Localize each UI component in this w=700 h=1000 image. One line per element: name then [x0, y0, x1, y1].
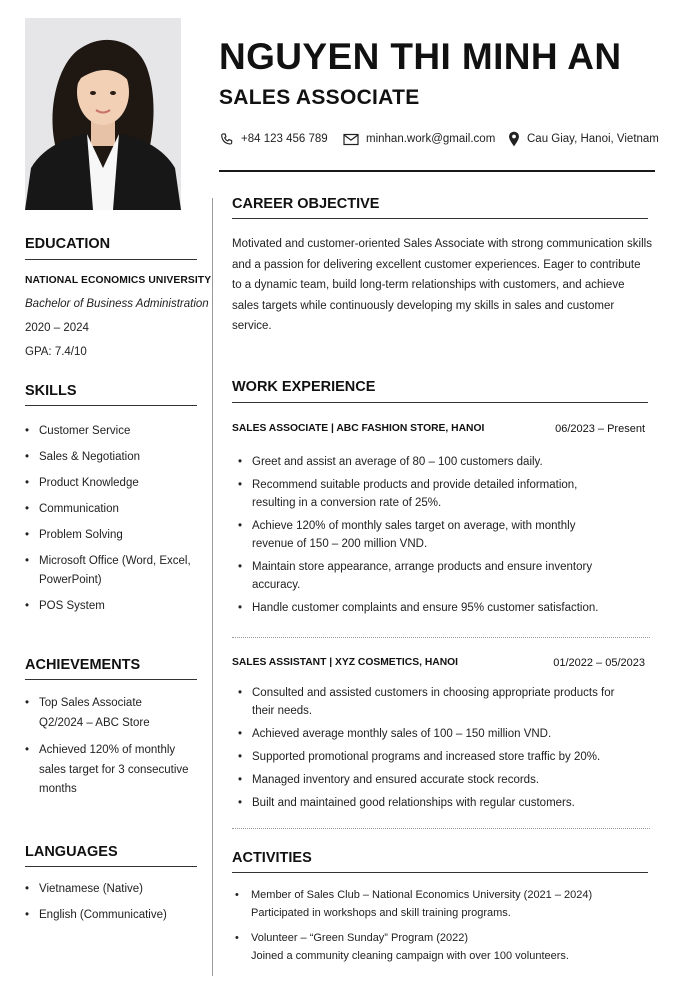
languages-list — [25, 880, 205, 925]
activities-heading: ACTIVITIES — [232, 850, 312, 866]
list-item: • Product Knowledge — [25, 474, 205, 493]
job-separator — [232, 637, 650, 638]
list-item: • Problem Solving — [25, 526, 205, 545]
education-degree: Bachelor of Business Administration — [25, 298, 209, 310]
location-pin-icon — [508, 131, 520, 147]
education-rule — [25, 259, 197, 260]
profile-photo — [25, 18, 181, 210]
list-item: • Maintain store appearance, arrange products and ensure inventory accuracy. — [238, 558, 623, 594]
candidate-title: SALES ASSOCIATE — [219, 86, 420, 109]
list-item: • English (Communicative) — [25, 906, 205, 925]
job-bullets — [238, 684, 638, 812]
objective-text: Motivated and customer-oriented Sales Associate with strong communication skills and a passion for delivering excellent customer experiences. Eager to contribute to a dynamic team, build long-term relationships with customers, and achieve sales targets while continuously developing my skills in sales and customer service. — [232, 238, 652, 332]
achievements-rule — [25, 679, 197, 680]
list-item: • Built and maintained good relationships with regular customers. — [238, 794, 638, 812]
list-item: • Supported promotional programs and increased store traffic by 20%. — [238, 748, 638, 766]
mail-icon — [343, 133, 359, 146]
list-item: • Managed inventory and ensured accurate stock records. — [238, 771, 638, 789]
contact-location — [508, 128, 659, 150]
contact-email — [343, 128, 495, 150]
email-text: minhan.work@gmail.com — [366, 133, 496, 145]
location-text: Cau Giay, Hanoi, Vietnam — [527, 133, 659, 145]
experience-heading: WORK EXPERIENCE — [232, 379, 376, 395]
activity-title: • Member of Sales Club – National Economics University (2021 – 2024) — [251, 889, 593, 901]
list-item: • Achieve 120% of monthly sales target on average, with monthly revenue of 150 – 200 million VND. — [238, 517, 613, 553]
education-university: NATIONAL ECONOMICS UNIVERSITY — [25, 275, 212, 286]
list-item: • Microsoft Office (Word, Excel, PowerPoint) — [25, 552, 197, 590]
header-divider — [219, 170, 655, 172]
activities-rule — [232, 872, 648, 873]
list-item: • Sales & Negotiation — [25, 448, 205, 467]
list-item: • Top Sales Associate Q2/2024 – ABC Store — [25, 694, 165, 733]
list-item: • Vietnamese (Native) — [25, 880, 205, 899]
languages-rule — [25, 866, 197, 867]
section-separator — [232, 828, 650, 829]
list-item: • Communication — [25, 500, 205, 519]
education-gpa: GPA: 7.4/10 — [25, 346, 87, 358]
list-item: • Achieved average monthly sales of 100 – 150 million VND. — [238, 725, 638, 743]
job-role: SALES ASSISTANT | XYZ COSMETICS, HANOI — [232, 657, 458, 668]
activity-detail: Joined a community cleaning campaign with over 100 volunteers. — [251, 950, 569, 962]
skills-rule — [25, 405, 197, 406]
experience-rule — [232, 402, 648, 403]
job-dates: 06/2023 – Present — [555, 423, 645, 435]
objective-heading: CAREER OBJECTIVE — [232, 196, 380, 212]
skills-heading: SKILLS — [25, 383, 77, 399]
list-item: • POS System — [25, 597, 205, 616]
list-item — [235, 886, 650, 922]
job-dates: 01/2022 – 05/2023 — [553, 657, 645, 669]
list-item: • Recommend suitable products and provide detailed information, resulting in a conversion rate of 25%. — [238, 476, 613, 512]
candidate-name: NGUYEN THI MINH AN — [219, 36, 622, 77]
activity-title: • Volunteer – “Green Sunday” Program (2022) — [251, 932, 469, 944]
languages-heading: LANGUAGES — [25, 844, 118, 860]
education-heading: EDUCATION — [25, 236, 111, 252]
contact-phone — [219, 128, 328, 150]
list-item — [235, 929, 650, 965]
skills-list — [25, 422, 205, 616]
activities-list — [235, 886, 650, 965]
job-header — [232, 657, 645, 669]
phone-icon — [219, 132, 234, 147]
education-years: 2020 – 2024 — [25, 322, 89, 334]
achievements-heading: ACHIEVEMENTS — [25, 657, 141, 673]
job-bullets — [238, 453, 618, 617]
list-item: • Handle customer complaints and ensure 95% customer satisfaction. — [238, 599, 618, 617]
list-item: • Greet and assist an average of 80 – 100 customers daily. — [238, 453, 618, 471]
activity-detail: Participated in workshops and skill training programs. — [251, 907, 511, 919]
job-header — [232, 423, 645, 435]
list-item: • Consulted and assisted customers in choosing appropriate products for their needs. — [238, 684, 628, 720]
achievements-list — [25, 694, 197, 800]
list-item: • Achieved 120% of monthly sales target for 3 consecutive months — [25, 741, 197, 800]
job-role: SALES ASSOCIATE | ABC FASHION STORE, HANOI — [232, 423, 485, 434]
column-divider — [212, 198, 213, 976]
phone-text: +84 123 456 789 — [241, 133, 328, 145]
objective-rule — [232, 218, 648, 219]
list-item: • Customer Service — [25, 422, 205, 441]
